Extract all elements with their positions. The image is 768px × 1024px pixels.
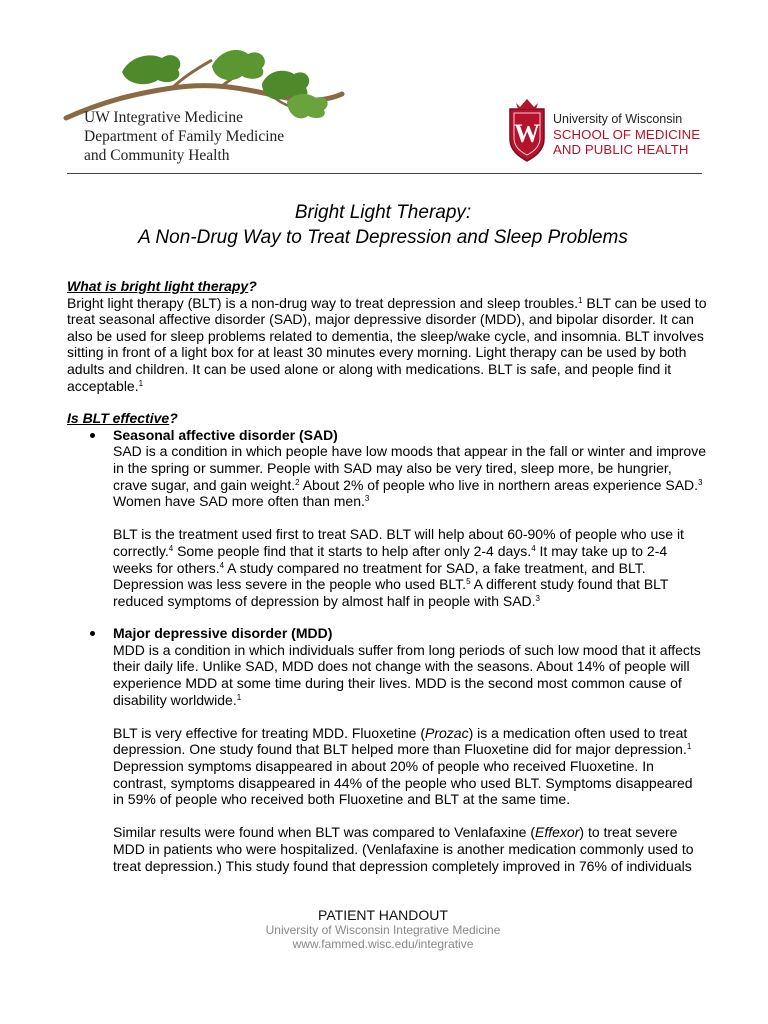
page-footer — [67, 907, 699, 951]
org-line-3: and Community Health — [84, 147, 230, 164]
footer-label: PATIENT HANDOUT — [318, 907, 448, 923]
paragraph-what: Bright light therapy (BLT) is a non-drug way to treat depression and sleep troubles.$^1$ BLT can be used to treat seasonal affective disorder (SAD), major depressive disorder (MDD), and bipolar disorder. It can also be used for sleep problems related to dementia, the sleep/wake cycle, and insomnia. BLT involves sitting in front of a light box for at least 30 minutes every morning. Light therapy can be used by both adults and children. It can be used alone or along with medications. BLT is safe, and people find it acceptable.$^1$ — [67, 294, 707, 394]
sad-paragraph-1: SAD is a condition in which people have low moods that appear in the fall or winter and improve in the spring or summer. People with SAD may also be very tired, sleep more, be hungrier, crave sugar, and gain weight.$^2$ About 2% of people who live in northern areas experience SAD.$^3$ Women have SAD more often than men.$^3$ — [113, 443, 706, 510]
uw-school-of-medicine-logo-text — [553, 112, 700, 157]
section-heading-effective: Is BLT effective? — [67, 410, 178, 427]
mdd-paragraph-3: Similar results were found when BLT was compared to Venlafaxine (Effexor) to treat severe MDD in patients who were hospitalized. (Venlafaxine is another medication commonly used to treat depression.) This study found that depression completely improved in 76% of individuals — [113, 824, 694, 874]
uw-integrative-medicine-logo-text — [84, 108, 284, 165]
section-heading-what: What is bright light therapy? — [67, 278, 257, 294]
document-title — [67, 200, 699, 250]
title-line-2: A Non-Drug Way to Treat Depression and Sleep Problems — [138, 227, 628, 248]
crest-letter: W — [514, 119, 540, 148]
footer-url: www.fammed.wisc.edu/integrative — [292, 937, 474, 951]
page-header — [0, 0, 768, 180]
footer-org: University of Wisconsin Integrative Medicine — [265, 923, 501, 937]
list-item-sad — [67, 427, 707, 626]
bullet-icon — [90, 631, 95, 636]
mdd-paragraph-1: MDD is a condition in which individuals suffer from long periods of such low mood that it affects their daily life. Unlike SAD, MDD does not change with the seasons. About 14% of people will experience MDD at some time during their lives. MDD is the second most common cause of disability worldwide.$^1$ — [113, 641, 701, 708]
uw-name: University of Wisconsin — [553, 112, 683, 126]
sad-paragraph-2: BLT is the treatment used first to treat SAD. BLT will help about 60-90% of people who use it correctly.$^4$ Some people find that it starts to help after only 2-4 days.$^4$ It may take up to 2-4 weeks for others.$^4$ A study compared no treatment for SAD, a fake treatment, and BLT. Depression was less severe in the people who used BLT.$^5$ A different study found that BLT reduced symptoms of depression by almost half in people with SAD.$^3$ — [113, 526, 684, 609]
sad-heading: Seasonal affective disorder (SAD) — [113, 426, 338, 443]
uw-crest-icon — [506, 95, 548, 163]
mdd-heading: Major depressive disorder (MDD) — [113, 625, 333, 642]
header-divider — [67, 173, 702, 174]
org-line-1: UW Integrative Medicine — [84, 109, 243, 126]
condition-list — [67, 427, 707, 874]
school-name-2: AND PUBLIC HEALTH — [553, 142, 689, 157]
bullet-icon — [90, 433, 95, 438]
document-body — [67, 278, 707, 874]
school-name: SCHOOL OF MEDICINE — [553, 127, 701, 142]
mdd-paragraph-2: BLT is very effective for treating MDD. Fluoxetine (Prozac) is a medication often used to treat depression. One study found that BLT helped more than Fluoxetine did for major depression.$^1$ Depression symptoms disappeared in about 20% of people who received Fluoxetine. In contrast, symptoms disappeared in 44% of the people who used BLT. Symptoms disappeared in 59% of people who received both Fluoxetine and BLT at the same time. — [113, 724, 693, 808]
title-line-1: Bright Light Therapy: — [294, 202, 472, 223]
list-item-mdd — [67, 625, 707, 874]
org-line-2: Department of Family Medicine — [84, 128, 285, 145]
